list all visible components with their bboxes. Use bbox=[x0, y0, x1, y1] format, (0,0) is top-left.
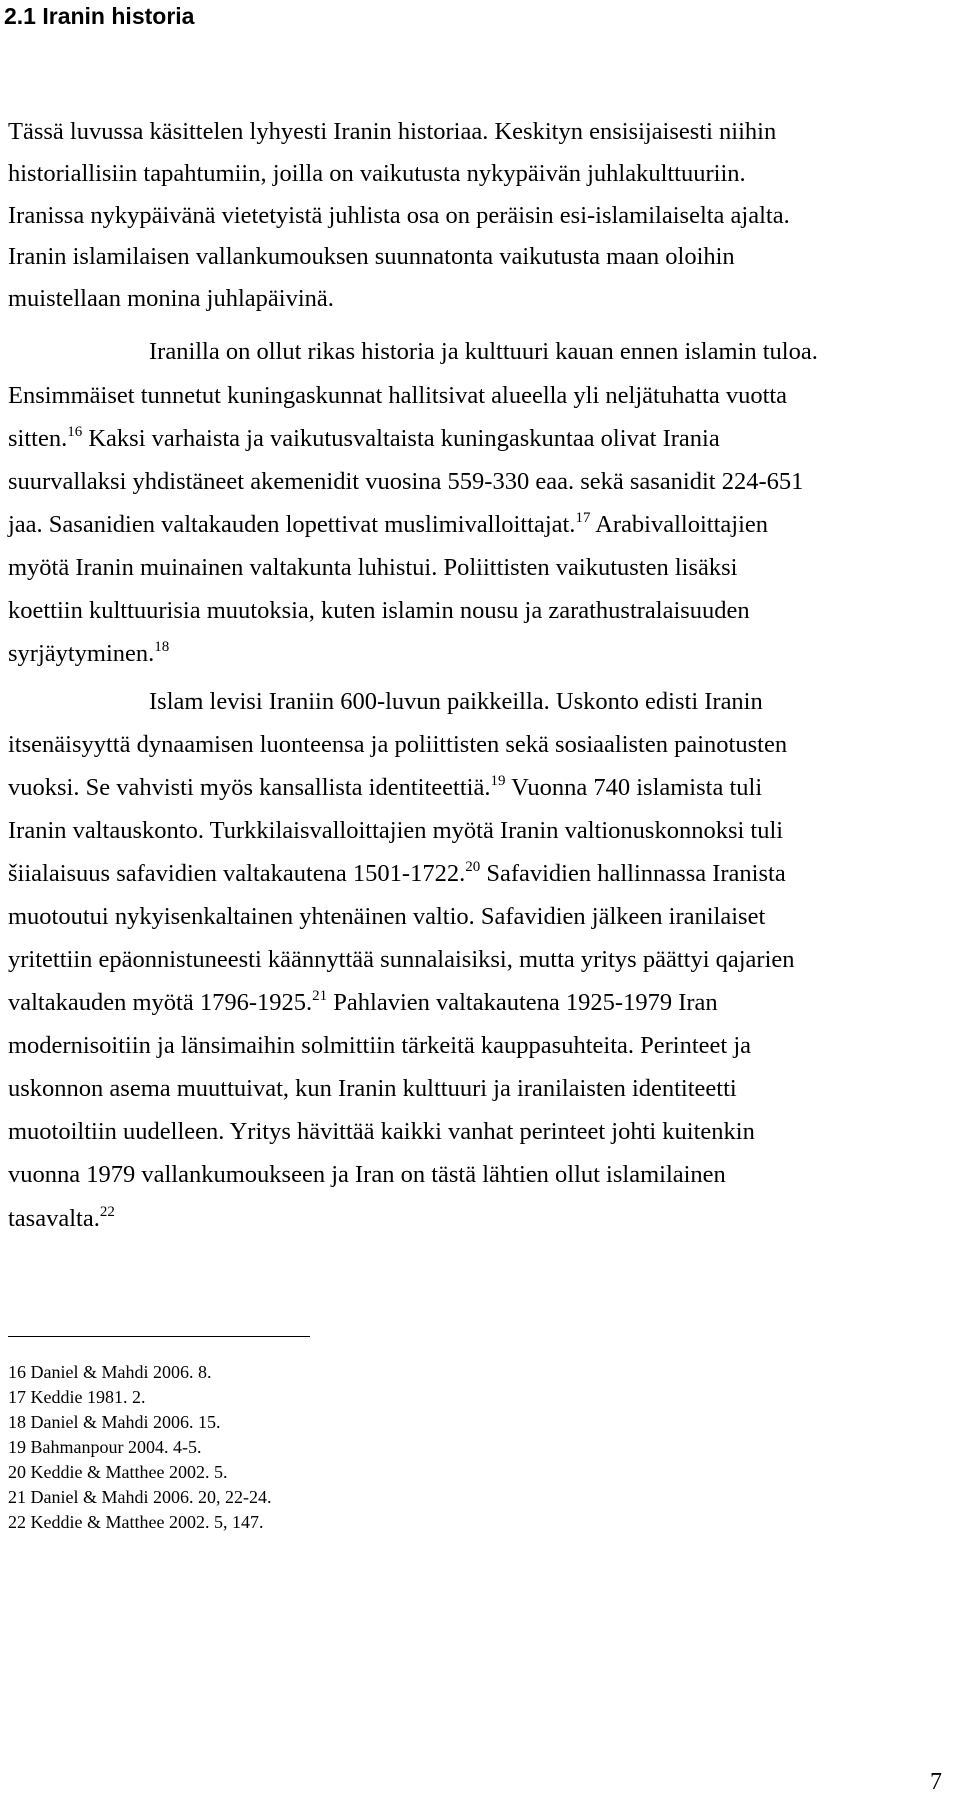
text-line bbox=[8, 859, 786, 889]
section-heading: 2.1 Iranin historia bbox=[4, 3, 195, 29]
footnote: 20 Keddie & Matthee 2002. 5. bbox=[8, 1462, 228, 1482]
line-text: Vuonna 740 islamista tuli bbox=[505, 774, 763, 801]
page-number: 7 bbox=[930, 1769, 942, 1795]
line-text: Kaksi varhaista ja vaikutusvaltaista kuningaskuntaa olivat Irania bbox=[82, 425, 720, 452]
text-line: vuonna 1979 vallankumoukseen ja Iran on tästä lähtien ollut islamilainen bbox=[8, 1161, 726, 1188]
text-line: myötä Iranin muinainen valtakunta luhistui. Poliittisten vaikutusten lisäksi bbox=[8, 554, 738, 581]
text-line: suurvallaksi yhdistäneet akemenidit vuosina 559-330 eaa. sekä sasanidit 224-651 bbox=[8, 468, 804, 495]
text-line: Ensimmäiset tunnetut kuningaskunnat hallitsivat alueella yli neljätuhatta vuotta bbox=[8, 382, 788, 409]
line-text: Safavidien hallinnassa Iranista bbox=[480, 860, 786, 887]
footnote-ref: 20 bbox=[465, 859, 481, 875]
line-text: syrjäytyminen. bbox=[8, 640, 155, 667]
line-text: tasavalta. bbox=[8, 1205, 100, 1232]
line-text: šiialaisuus safavidien valtakautena 1501-1722. bbox=[8, 860, 466, 887]
footnote: 21 Daniel & Mahdi 2006. 20, 22-24. bbox=[8, 1487, 272, 1507]
footnote-ref: 19 bbox=[490, 773, 506, 789]
footnote: 16 Daniel & Mahdi 2006. 8. bbox=[8, 1362, 212, 1382]
text-line: Iranissa nykypäivänä vietetyistä juhlista osa on peräisin esi-islamilaiselta ajalta. bbox=[8, 202, 790, 229]
footnote: 17 Keddie 1981. 2. bbox=[8, 1387, 146, 1407]
footnote: 18 Daniel & Mahdi 2006. 15. bbox=[8, 1412, 221, 1432]
line-text: jaa. Sasanidien valtakauden lopettivat muslimivalloittajat. bbox=[8, 511, 576, 538]
text-line: historiallisiin tapahtumiin, joilla on vaikutusta nykypäivän juhlakulttuuriin. bbox=[8, 160, 746, 187]
text-line: muistellaan monina juhlapäivinä. bbox=[8, 285, 334, 312]
footnote-ref: 21 bbox=[312, 988, 328, 1004]
text-line: muotoutui nykyisenkaltainen yhtenäinen valtio. Safavidien jälkeen iranilaiset bbox=[8, 903, 766, 930]
text-line: yritettiin epäonnistuneesti käännyttää sunnalaisiksi, mutta yritys päättyi qajarien bbox=[8, 946, 795, 973]
footnote-ref: 17 bbox=[575, 510, 591, 526]
text-line bbox=[8, 424, 720, 454]
footnote: 22 Keddie & Matthee 2002. 5, 147. bbox=[8, 1512, 264, 1532]
text-line: koettiin kulttuurisia muutoksia, kuten islamin nousu ja zarathustralaisuuden bbox=[8, 597, 750, 624]
line-text: Arabivalloittajien bbox=[590, 511, 769, 538]
text-line: uskonnon asema muuttuivat, kun Iranin kulttuuri ja iranilaisten identiteetti bbox=[8, 1075, 737, 1102]
text-line: Iranilla on ollut rikas historia ja kulttuuri kauan ennen islamin tuloa. bbox=[149, 338, 818, 365]
text-line: modernisoitiin ja länsimaihin solmittiin tärkeitä kauppasuhteita. Perinteet ja bbox=[8, 1032, 752, 1059]
text-line: Tässä luvussa käsittelen lyhyesti Iranin historiaa. Keskityn ensisijaisesti niihin bbox=[8, 118, 777, 145]
text-line: Islam levisi Iraniin 600-luvun paikkeilla. Uskonto edisti Iranin bbox=[149, 688, 763, 715]
text-line bbox=[8, 988, 718, 1018]
line-text: vuoksi. Se vahvisti myös kansallista identiteettiä. bbox=[8, 774, 491, 801]
footnote: 19 Bahmanpour 2004. 4-5. bbox=[8, 1437, 202, 1457]
text-line: Iranin valtauskonto. Turkkilaisvalloittajien myötä Iranin valtionuskonnoksi tuli bbox=[8, 817, 784, 844]
text-line: muotoiltiin uudelleen. Yritys hävittää kaikki vanhat perinteet johti kuitenkin bbox=[8, 1118, 755, 1145]
line-text: sitten. bbox=[8, 425, 68, 452]
line-text: Pahlavien valtakautena 1925-1979 Iran bbox=[327, 989, 718, 1016]
line-text: valtakauden myötä 1796-1925. bbox=[8, 989, 313, 1016]
text-line bbox=[8, 1204, 115, 1234]
text-line bbox=[8, 773, 762, 803]
text-line bbox=[8, 639, 169, 669]
footnote-ref: 22 bbox=[99, 1204, 115, 1220]
text-line: itsenäisyyttä dynaamisen luonteensa ja poliittisten sekä sosiaalisten painotusten bbox=[8, 731, 788, 758]
text-line: Iranin islamilaisen vallankumouksen suunnatonta vaikutusta maan oloihin bbox=[8, 243, 735, 270]
footnote-ref: 16 bbox=[67, 424, 83, 440]
footnote-divider bbox=[8, 1336, 310, 1337]
text-line bbox=[8, 510, 768, 540]
footnote-ref: 18 bbox=[154, 639, 170, 655]
